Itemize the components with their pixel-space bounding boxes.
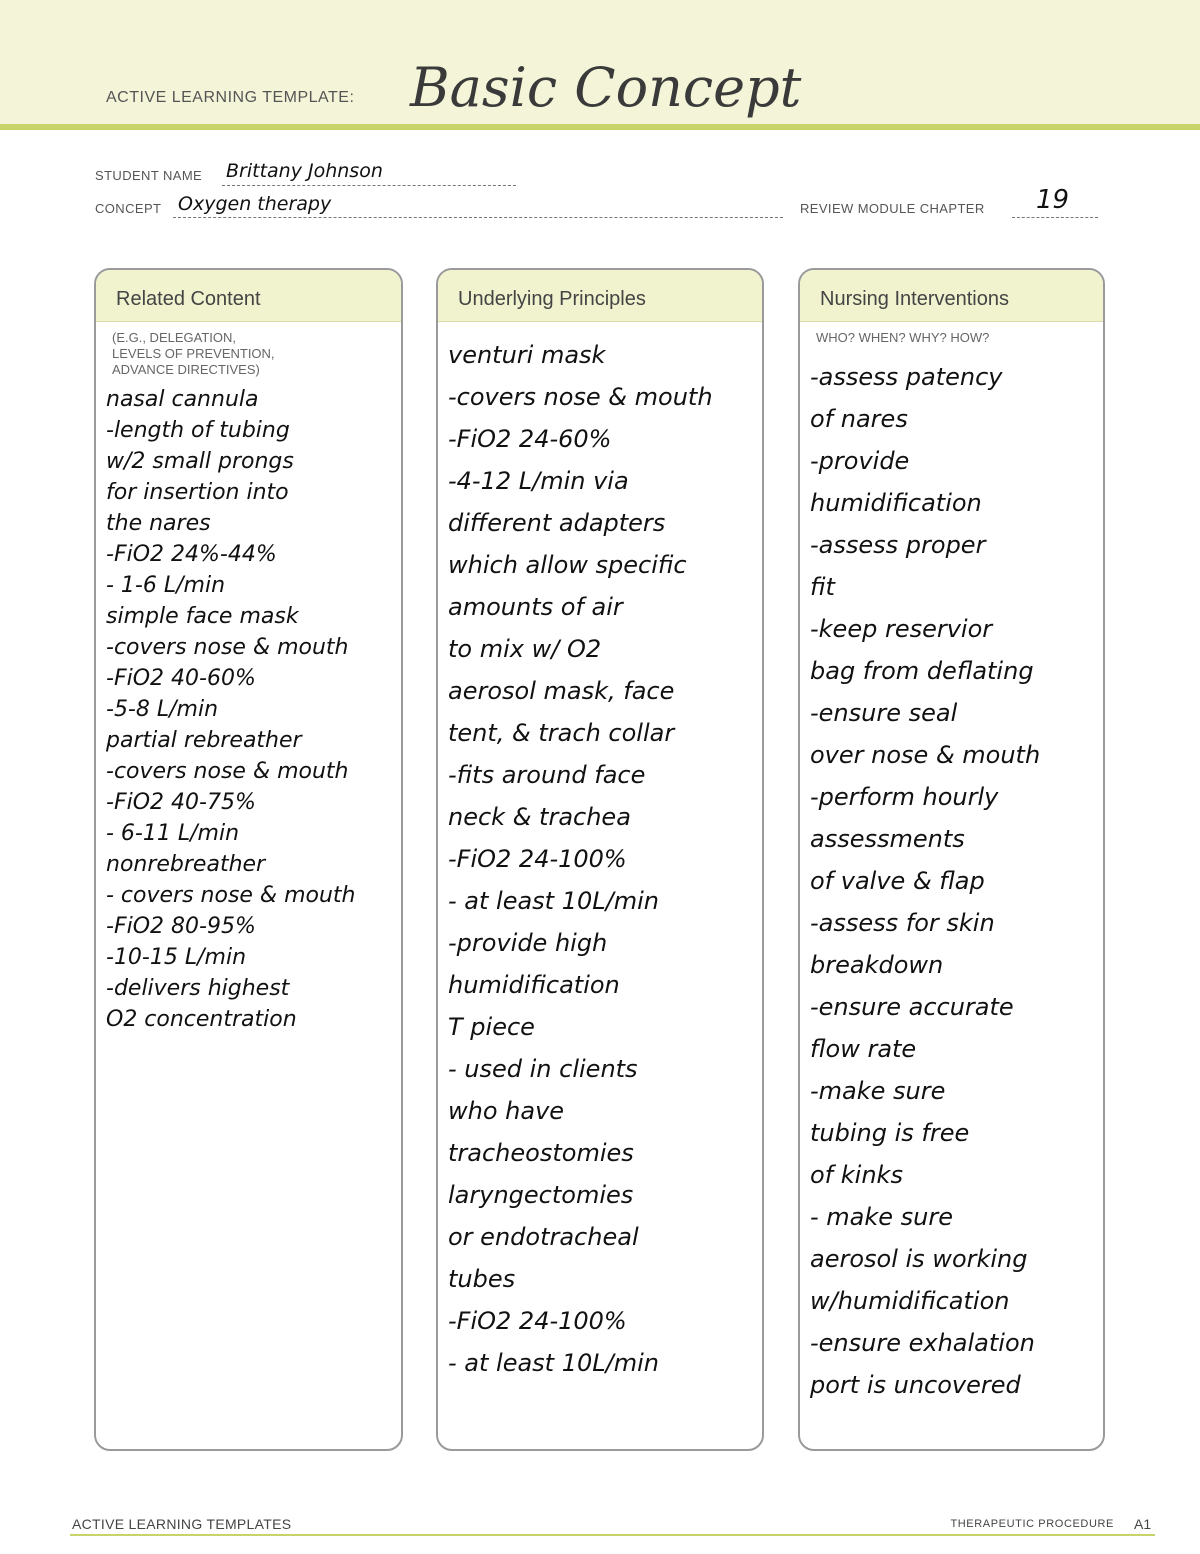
handwritten-line: tracheostomies <box>448 1139 634 1167</box>
handwritten-line: -ensure exhalation <box>810 1329 1035 1357</box>
handwritten-line: tubes <box>448 1265 516 1293</box>
handwritten-line: venturi mask <box>448 341 606 369</box>
nursing-interventions-body[interactable] <box>800 346 1103 1406</box>
handwritten-line: w/2 small prongs <box>106 449 294 474</box>
handwritten-line: aerosol mask, face <box>448 677 675 705</box>
header-rule <box>0 124 1200 130</box>
handwritten-line: -covers nose & mouth <box>106 759 349 784</box>
handwritten-line: w/humidification <box>810 1287 1010 1315</box>
footer-left: ACTIVE LEARNING TEMPLATES <box>72 1516 292 1532</box>
handwritten-line: simple face mask <box>106 604 299 629</box>
handwritten-line: -FiO2 40-75% <box>106 790 256 815</box>
footer-right: THERAPEUTIC PROCEDURE <box>950 1518 1114 1530</box>
related-content-body[interactable] <box>96 378 401 1035</box>
nursing-interventions-subtitle <box>800 322 1103 346</box>
handwritten-line: -make sure <box>810 1077 946 1105</box>
handwritten-line: - make sure <box>810 1203 954 1231</box>
handwritten-line: partial rebreather <box>106 728 302 753</box>
handwritten-line: -length of tubing <box>106 418 290 443</box>
handwritten-line: -FiO2 40-60% <box>106 666 256 691</box>
handwritten-line: -provide high <box>448 929 608 957</box>
handwritten-line: - at least 10L/min <box>448 887 659 915</box>
handwritten-line: over nose & mouth <box>810 741 1041 769</box>
handwritten-line: which allow specific <box>448 551 687 579</box>
underlying-principles-box <box>436 268 764 1451</box>
handwritten-line: -4-12 L/min via <box>448 467 629 495</box>
subtitle-line: WHO? WHEN? WHY? HOW? <box>816 330 990 345</box>
concept-label: CONCEPT <box>95 201 162 216</box>
handwritten-line: - at least 10L/min <box>448 1349 659 1377</box>
footer-page: A1 <box>1134 1516 1152 1532</box>
template-label: ACTIVE LEARNING TEMPLATE: <box>106 89 355 106</box>
handwritten-line: -provide <box>810 447 910 475</box>
footer-rule <box>70 1534 1155 1536</box>
concept-value[interactable]: Oxygen therapy <box>178 193 332 215</box>
chapter-line <box>1012 216 1098 218</box>
handwritten-line: -10-15 L/min <box>106 945 247 970</box>
handwritten-line: aerosol is working <box>810 1245 1028 1273</box>
handwritten-line: tubing is free <box>810 1119 970 1147</box>
subtitle-line: ADVANCE DIRECTIVES) <box>112 362 260 377</box>
handwritten-line: humidification <box>810 489 982 517</box>
underlying-principles-title: Underlying Principles <box>438 270 762 322</box>
handwritten-line: -ensure seal <box>810 699 958 727</box>
handwritten-line: of valve & flap <box>810 867 985 895</box>
handwritten-line: tent, & trach collar <box>448 719 675 747</box>
handwritten-line: amounts of air <box>448 593 623 621</box>
handwritten-line: flow rate <box>810 1035 917 1063</box>
handwritten-line: - covers nose & mouth <box>106 883 356 908</box>
student-name-value[interactable]: Brittany Johnson <box>226 160 383 182</box>
handwritten-line: laryngectomies <box>448 1181 634 1209</box>
handwritten-line: the nares <box>106 511 211 536</box>
handwritten-line: - 1-6 L/min <box>106 573 226 598</box>
handwritten-line: to mix w/ O2 <box>448 635 602 663</box>
handwritten-line: -perform hourly <box>810 783 999 811</box>
handwritten-line: -FiO2 24-100% <box>448 1307 627 1335</box>
handwritten-line: -assess proper <box>810 531 986 559</box>
handwritten-line: fit <box>810 573 835 601</box>
related-content-title: Related Content <box>96 270 401 322</box>
handwritten-line: of kinks <box>810 1161 903 1189</box>
template-title: Basic Concept <box>410 56 802 119</box>
handwritten-line: T piece <box>448 1013 535 1041</box>
handwritten-line: -delivers highest <box>106 976 290 1001</box>
handwritten-line: -FiO2 24-100% <box>448 845 627 873</box>
handwritten-line: -fits around face <box>448 761 646 789</box>
handwritten-line: -assess for skin <box>810 909 995 937</box>
subtitle-line: (E.G., DELEGATION, <box>112 330 237 345</box>
handwritten-line: for insertion into <box>106 480 289 505</box>
handwritten-line: breakdown <box>810 951 944 979</box>
handwritten-line: -keep reservior <box>810 615 993 643</box>
handwritten-line: -FiO2 24-60% <box>448 425 612 453</box>
handwritten-line: nasal cannula <box>106 387 259 412</box>
handwritten-line: humidification <box>448 971 620 999</box>
handwritten-line: different adapters <box>448 509 666 537</box>
handwritten-line: -covers nose & mouth <box>106 635 349 660</box>
handwritten-line: port is uncovered <box>810 1371 1021 1399</box>
handwritten-line: O2 concentration <box>106 1007 297 1032</box>
handwritten-line: -covers nose & mouth <box>448 383 713 411</box>
handwritten-line: who have <box>448 1097 565 1125</box>
handwritten-line: bag from deflating <box>810 657 1034 685</box>
subtitle-line: LEVELS OF PREVENTION, <box>112 346 275 361</box>
handwritten-line: -FiO2 80-95% <box>106 914 256 939</box>
related-content-box <box>94 268 403 1451</box>
handwritten-line: -ensure accurate <box>810 993 1014 1021</box>
student-name-label: STUDENT NAME <box>95 168 203 183</box>
handwritten-line: - 6-11 L/min <box>106 821 240 846</box>
handwritten-line: assessments <box>810 825 965 853</box>
handwritten-line: neck & trachea <box>448 803 631 831</box>
nursing-interventions-title: Nursing Interventions <box>800 270 1103 322</box>
nursing-interventions-box <box>798 268 1105 1451</box>
student-name-line <box>222 184 516 186</box>
handwritten-line: - used in clients <box>448 1055 638 1083</box>
handwritten-line: -FiO2 24%-44% <box>106 542 277 567</box>
handwritten-line: of nares <box>810 405 908 433</box>
chapter-label: REVIEW MODULE CHAPTER <box>800 201 985 216</box>
concept-line <box>173 216 783 218</box>
handwritten-line: nonrebreather <box>106 852 266 877</box>
chapter-value[interactable]: 19 <box>1036 185 1070 215</box>
handwritten-line: -5-8 L/min <box>106 697 219 722</box>
handwritten-line: or endotracheal <box>448 1223 639 1251</box>
handwritten-line: -assess patency <box>810 363 1003 391</box>
related-content-subtitle <box>96 322 401 378</box>
underlying-principles-body[interactable] <box>438 322 762 1384</box>
